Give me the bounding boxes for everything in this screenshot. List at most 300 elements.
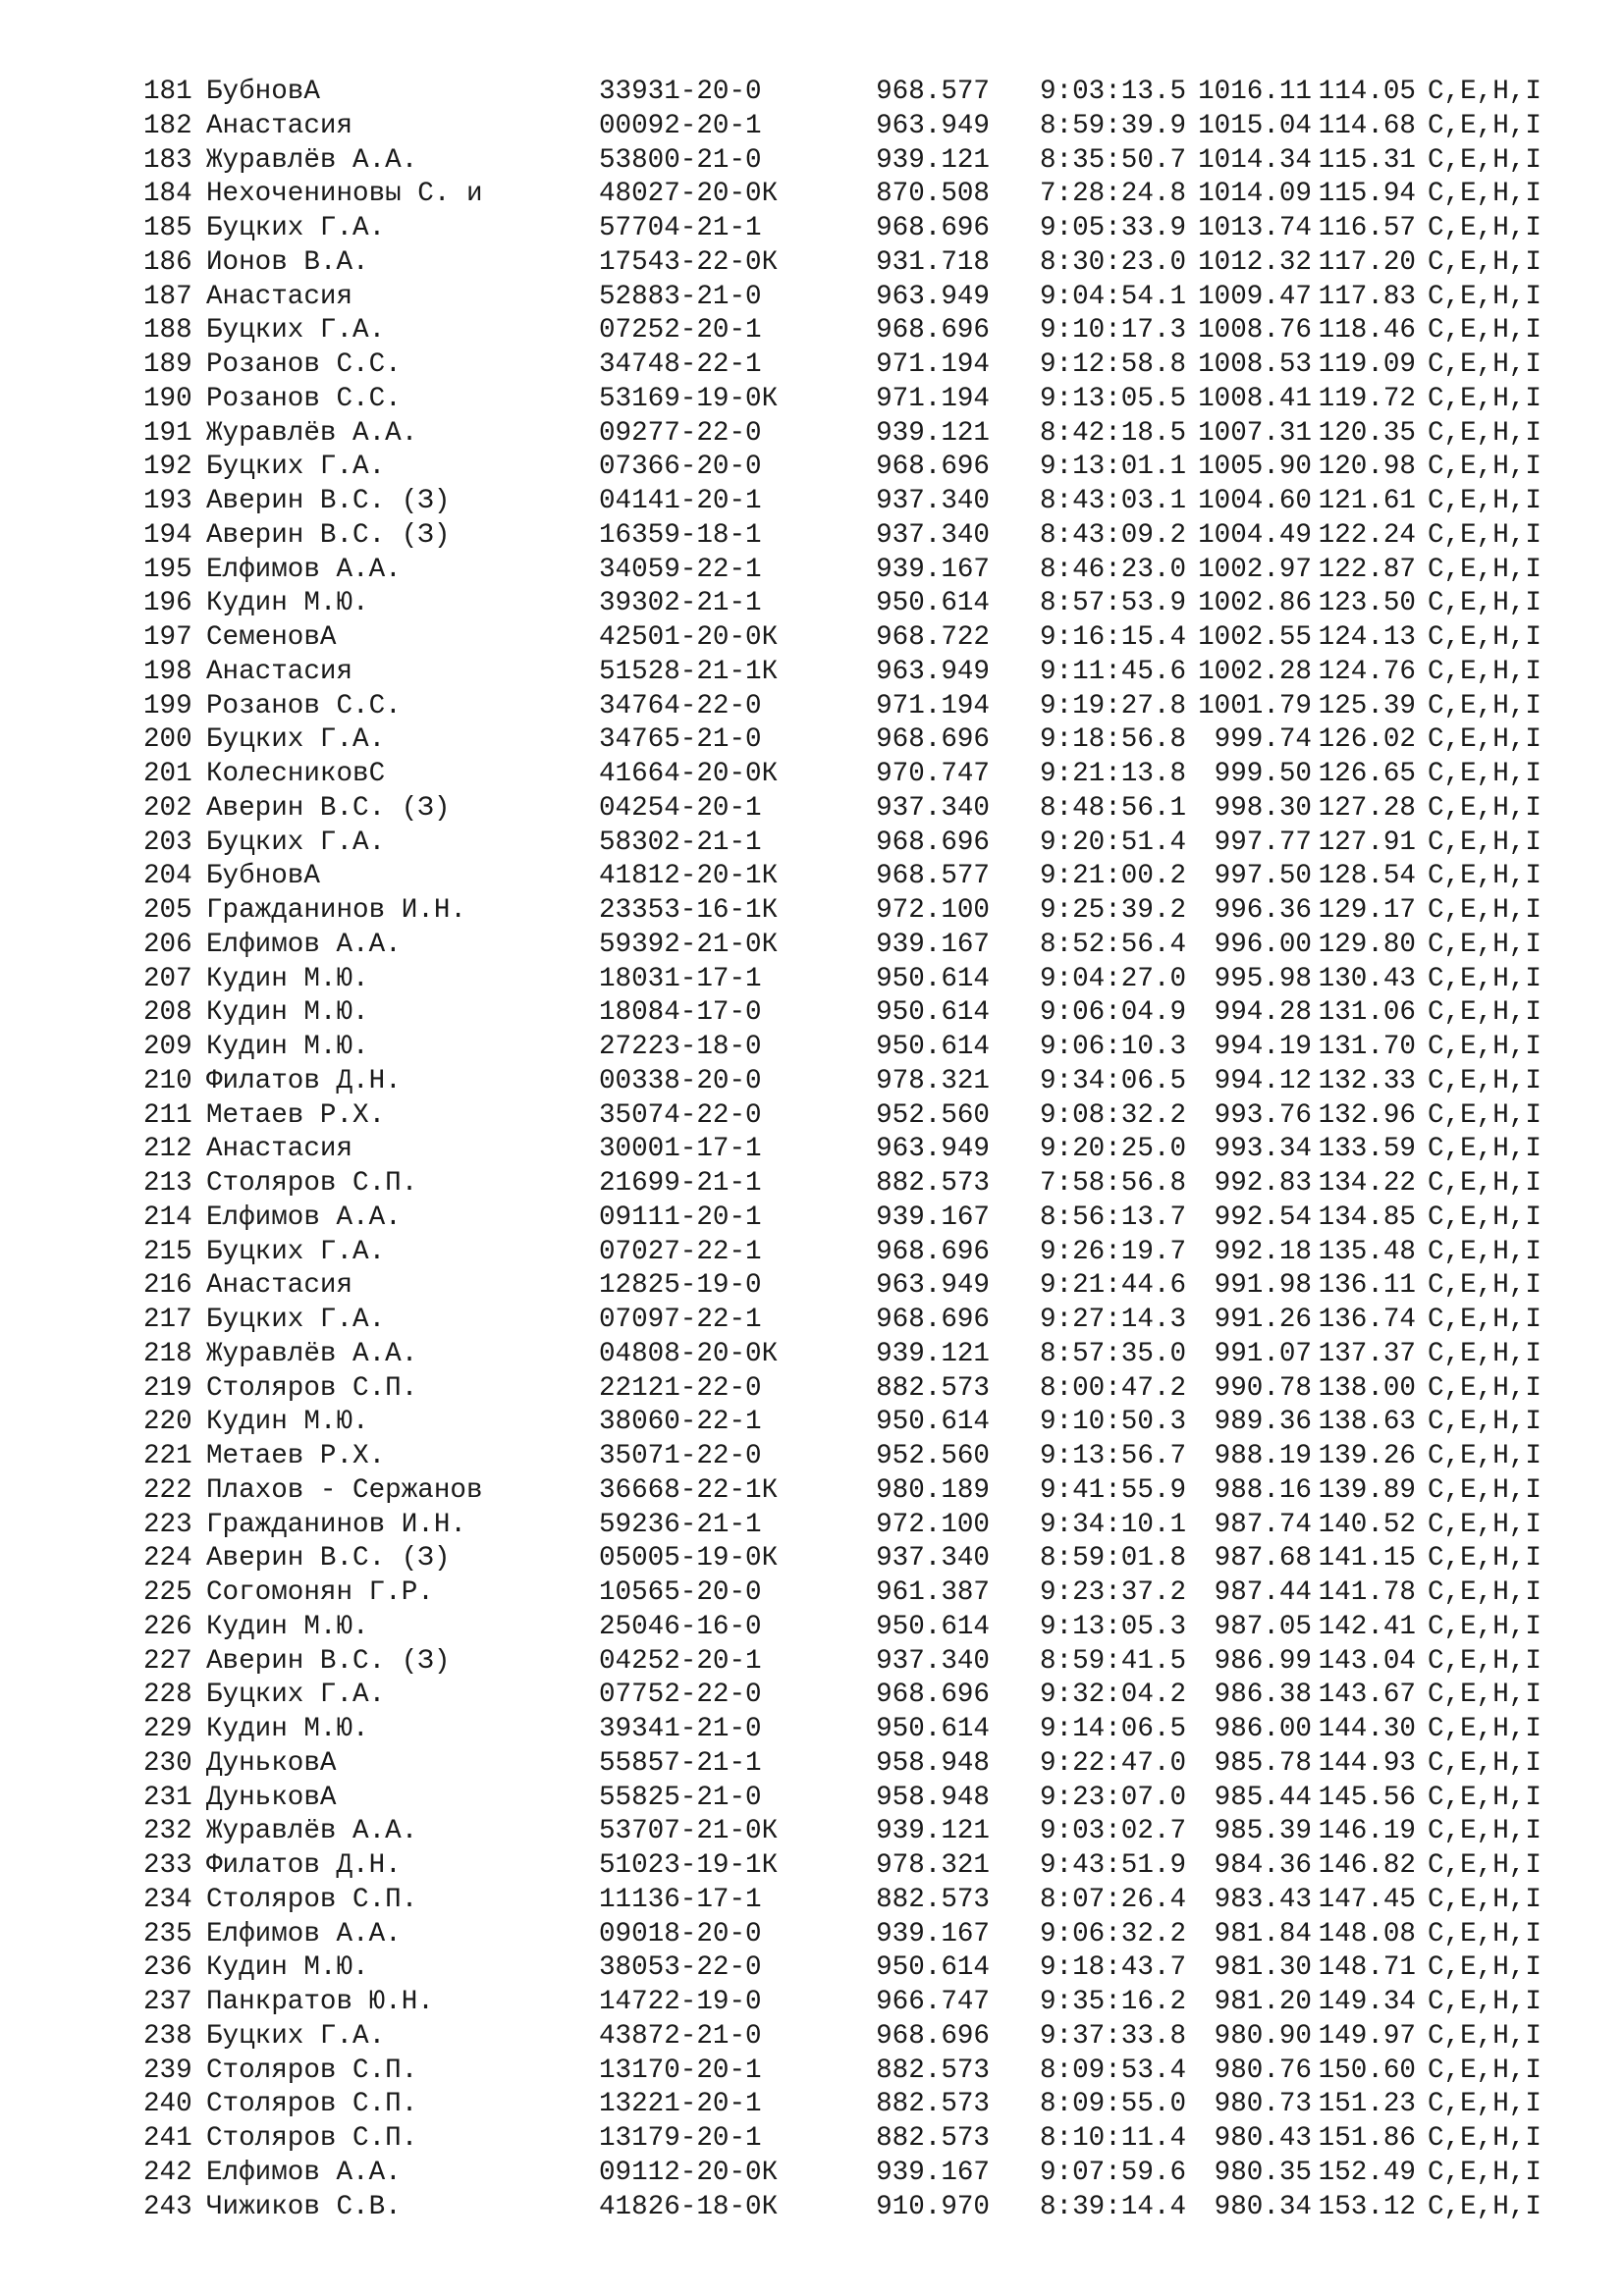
points: 126.65 (1318, 759, 1416, 789)
speed: 994.28 (1214, 997, 1312, 1029)
points: 122.87 (1318, 554, 1416, 585)
arrival-time: 8:43:09.2 (1039, 519, 1186, 551)
points: 150.60 (1318, 2055, 1416, 2086)
distance: 950.614 (876, 963, 990, 994)
owner-name: Согомонян Г.Р. (206, 1577, 434, 1608)
row-position: 209 (143, 1032, 192, 1062)
points: 134.22 (1318, 1168, 1416, 1199)
speed: 994.12 (1214, 1065, 1312, 1096)
table-row (143, 656, 1579, 690)
categories: C,E,H,I (1428, 2020, 1542, 2052)
points: 119.72 (1318, 383, 1416, 414)
distance: 963.949 (876, 1134, 990, 1165)
distance: 958.948 (876, 1782, 990, 1813)
points: 117.20 (1318, 246, 1416, 278)
speed: 996.00 (1214, 929, 1312, 960)
row-position: 183 (143, 144, 192, 176)
categories: C,E,H,I (1428, 1474, 1542, 1506)
row-position: 194 (143, 519, 192, 551)
categories: C,E,H,I (1428, 588, 1542, 619)
table-row (143, 860, 1579, 894)
ring-number: 34765-21-0 (599, 724, 762, 756)
speed: 991.26 (1214, 1305, 1312, 1335)
table-row (143, 1099, 1579, 1134)
owner-name: Метаев Р.Х. (206, 1099, 386, 1131)
ring-number: 41664-20-0К (599, 759, 779, 789)
points: 122.24 (1318, 519, 1416, 551)
row-position: 239 (143, 2055, 192, 2086)
owner-name: Буцких Г.А. (206, 827, 386, 858)
arrival-time: 9:14:06.5 (1039, 1714, 1186, 1744)
ring-number: 09111-20-1 (599, 1201, 762, 1233)
ring-number: 55857-21-1 (599, 1747, 762, 1779)
owner-name: Аверин В.С. (З) (206, 1543, 451, 1575)
speed: 994.19 (1214, 1032, 1312, 1062)
categories: C,E,H,I (1428, 1441, 1542, 1471)
distance: 939.167 (876, 1918, 990, 1949)
points: 148.08 (1318, 1918, 1416, 1949)
table-row (143, 485, 1579, 519)
ring-number: 30001-17-1 (599, 1134, 762, 1165)
ring-number: 38053-22-0 (599, 1952, 762, 1984)
arrival-time: 9:20:25.0 (1039, 1134, 1186, 1165)
ring-number: 34059-22-1 (599, 554, 762, 585)
speed: 986.38 (1214, 1680, 1312, 1711)
categories: C,E,H,I (1428, 929, 1542, 960)
points: 126.02 (1318, 724, 1416, 756)
points: 151.86 (1318, 2123, 1416, 2154)
arrival-time: 9:13:05.3 (1039, 1611, 1186, 1642)
arrival-time: 9:04:54.1 (1039, 281, 1186, 312)
table-row (143, 690, 1579, 724)
arrival-time: 9:34:06.5 (1039, 1065, 1186, 1096)
table-row (143, 929, 1579, 963)
distance: 931.718 (876, 246, 990, 278)
distance: 882.573 (876, 2055, 990, 2086)
points: 114.68 (1318, 110, 1416, 141)
points: 115.31 (1318, 144, 1416, 176)
speed: 1005.90 (1198, 452, 1312, 483)
ring-number: 51023-19-1К (599, 1850, 779, 1881)
row-position: 237 (143, 1987, 192, 2017)
categories: C,E,H,I (1428, 110, 1542, 141)
arrival-time: 9:07:59.6 (1039, 2157, 1186, 2188)
categories: C,E,H,I (1428, 1338, 1542, 1369)
ring-number: 25046-16-0 (599, 1611, 762, 1642)
ring-number: 23353-16-1К (599, 895, 779, 926)
speed: 1012.32 (1198, 246, 1312, 278)
row-position: 191 (143, 417, 192, 449)
speed: 991.07 (1214, 1338, 1312, 1369)
table-row (143, 1747, 1579, 1782)
ring-number: 12825-19-0 (599, 1270, 762, 1302)
row-position: 220 (143, 1407, 192, 1438)
categories: C,E,H,I (1428, 759, 1542, 789)
ring-number: 53707-21-0К (599, 1816, 779, 1847)
distance: 937.340 (876, 1645, 990, 1677)
owner-name: Столяров С.П. (206, 2089, 418, 2120)
table-row (143, 1338, 1579, 1372)
row-position: 218 (143, 1338, 192, 1369)
owner-name: Ионов В.А. (206, 246, 369, 278)
owner-name: Буцких Г.А. (206, 1236, 386, 1267)
table-row (143, 1406, 1579, 1440)
distance: 970.747 (876, 759, 990, 789)
table-row (143, 1884, 1579, 1918)
speed: 980.76 (1214, 2055, 1312, 2086)
ring-number: 41812-20-1К (599, 861, 779, 892)
table-row (143, 621, 1579, 656)
categories: C,E,H,I (1428, 1065, 1542, 1096)
arrival-time: 9:22:47.0 (1039, 1747, 1186, 1779)
table-row (143, 212, 1579, 246)
distance: 910.970 (876, 2191, 990, 2222)
row-position: 204 (143, 861, 192, 892)
table-row (143, 1304, 1579, 1338)
categories: C,E,H,I (1428, 246, 1542, 278)
row-position: 241 (143, 2123, 192, 2154)
ring-number: 21699-21-1 (599, 1168, 762, 1199)
categories: C,E,H,I (1428, 1782, 1542, 1813)
speed: 1008.53 (1198, 349, 1312, 380)
table-row (143, 894, 1579, 929)
row-position: 211 (143, 1099, 192, 1131)
table-row (143, 1679, 1579, 1713)
distance: 972.100 (876, 895, 990, 926)
points: 152.49 (1318, 2157, 1416, 2188)
table-row (143, 1713, 1579, 1747)
owner-name: Елфимов А.А. (206, 1918, 402, 1949)
speed: 987.68 (1214, 1543, 1312, 1575)
categories: C,E,H,I (1428, 1611, 1542, 1642)
distance: 882.573 (876, 1372, 990, 1404)
distance: 968.696 (876, 315, 990, 347)
points: 148.71 (1318, 1952, 1416, 1984)
owner-name: СеменовА (206, 622, 337, 653)
ring-number: 13221-20-1 (599, 2089, 762, 2120)
arrival-time: 9:41:55.9 (1039, 1474, 1186, 1506)
arrival-time: 8:07:26.4 (1039, 1884, 1186, 1915)
row-position: 216 (143, 1270, 192, 1302)
ring-number: 16359-18-1 (599, 519, 762, 551)
points: 129.80 (1318, 929, 1416, 960)
arrival-time: 8:52:56.4 (1039, 929, 1186, 960)
row-position: 217 (143, 1305, 192, 1335)
row-position: 185 (143, 213, 192, 243)
owner-name: Кудин М.Ю. (206, 1407, 369, 1438)
arrival-time: 9:21:44.6 (1039, 1270, 1186, 1302)
row-position: 201 (143, 759, 192, 789)
categories: C,E,H,I (1428, 1134, 1542, 1165)
points: 146.19 (1318, 1816, 1416, 1847)
row-position: 182 (143, 110, 192, 141)
categories: C,E,H,I (1428, 144, 1542, 176)
arrival-time: 9:06:32.2 (1039, 1918, 1186, 1949)
distance: 963.949 (876, 1270, 990, 1302)
row-position: 222 (143, 1474, 192, 1506)
owner-name: Анастасия (206, 281, 353, 312)
row-position: 214 (143, 1201, 192, 1233)
ring-number: 05005-19-0К (599, 1543, 779, 1575)
speed: 1009.47 (1198, 281, 1312, 312)
table-row (143, 587, 1579, 621)
ring-number: 51528-21-1К (599, 656, 779, 687)
table-row (143, 2157, 1579, 2191)
ring-number: 07366-20-0 (599, 452, 762, 483)
categories: C,E,H,I (1428, 1645, 1542, 1677)
speed: 1016.11 (1198, 77, 1312, 107)
owner-name: Столяров С.П. (206, 1372, 418, 1404)
ring-number: 09018-20-0 (599, 1918, 762, 1949)
points: 151.23 (1318, 2089, 1416, 2120)
ring-number: 41826-18-0К (599, 2191, 779, 2222)
arrival-time: 9:35:16.2 (1039, 1987, 1186, 2017)
ring-number: 09112-20-0К (599, 2157, 779, 2188)
row-position: 181 (143, 77, 192, 107)
distance: 972.100 (876, 1509, 990, 1540)
table-row (143, 144, 1579, 179)
arrival-time: 9:19:27.8 (1039, 690, 1186, 721)
arrival-time: 9:06:04.9 (1039, 997, 1186, 1029)
categories: C,E,H,I (1428, 179, 1542, 210)
ring-number: 22121-22-0 (599, 1372, 762, 1404)
points: 125.39 (1318, 690, 1416, 721)
arrival-time: 8:46:23.0 (1039, 554, 1186, 585)
categories: C,E,H,I (1428, 1543, 1542, 1575)
ring-number: 55825-21-0 (599, 1782, 762, 1813)
owner-name: Буцких Г.А. (206, 1305, 386, 1335)
ring-number: 17543-22-0К (599, 246, 779, 278)
categories: C,E,H,I (1428, 1236, 1542, 1267)
speed: 991.98 (1214, 1270, 1312, 1302)
distance: 937.340 (876, 486, 990, 516)
table-row (143, 1269, 1579, 1304)
table-row (143, 519, 1579, 554)
points: 147.45 (1318, 1884, 1416, 1915)
row-position: 207 (143, 963, 192, 994)
categories: C,E,H,I (1428, 1816, 1542, 1847)
row-position: 206 (143, 929, 192, 960)
distance: 963.949 (876, 656, 990, 687)
owner-name: БубновА (206, 77, 320, 107)
row-position: 208 (143, 997, 192, 1029)
arrival-time: 8:30:23.0 (1039, 246, 1186, 278)
speed: 980.43 (1214, 2123, 1312, 2154)
table-row (143, 1167, 1579, 1201)
speed: 989.36 (1214, 1407, 1312, 1438)
arrival-time: 7:28:24.8 (1039, 179, 1186, 210)
speed: 998.30 (1214, 792, 1312, 824)
arrival-time: 9:43:51.9 (1039, 1850, 1186, 1881)
ring-number: 10565-20-0 (599, 1577, 762, 1608)
row-position: 213 (143, 1168, 192, 1199)
distance: 950.614 (876, 1032, 990, 1062)
table-row (143, 996, 1579, 1031)
points: 115.94 (1318, 179, 1416, 210)
arrival-time: 8:09:53.4 (1039, 2055, 1186, 2086)
speed: 1013.74 (1198, 213, 1312, 243)
points: 143.04 (1318, 1645, 1416, 1677)
points: 132.33 (1318, 1065, 1416, 1096)
points: 128.54 (1318, 861, 1416, 892)
speed: 1014.09 (1198, 179, 1312, 210)
points: 134.85 (1318, 1201, 1416, 1233)
speed: 1008.76 (1198, 315, 1312, 347)
speed: 1008.41 (1198, 383, 1312, 414)
table-row (143, 314, 1579, 348)
arrival-time: 9:34:10.1 (1039, 1509, 1186, 1540)
table-row (143, 2020, 1579, 2055)
owner-name: Кудин М.Ю. (206, 1952, 369, 1984)
owner-name: Кудин М.Ю. (206, 1032, 369, 1062)
arrival-time: 9:27:14.3 (1039, 1305, 1186, 1335)
row-position: 229 (143, 1714, 192, 1744)
ring-number: 36668-22-1К (599, 1474, 779, 1506)
owner-name: Метаев Р.Х. (206, 1441, 386, 1471)
owner-name: Буцких Г.А. (206, 213, 386, 243)
distance: 958.948 (876, 1747, 990, 1779)
arrival-time: 8:48:56.1 (1039, 792, 1186, 824)
row-position: 196 (143, 588, 192, 619)
ring-number: 00338-20-0 (599, 1065, 762, 1096)
row-position: 187 (143, 281, 192, 312)
arrival-time: 9:10:17.3 (1039, 315, 1186, 347)
speed: 1002.28 (1198, 656, 1312, 687)
row-position: 228 (143, 1680, 192, 1711)
speed: 990.78 (1214, 1372, 1312, 1404)
points: 114.05 (1318, 77, 1416, 107)
row-position: 199 (143, 690, 192, 721)
row-position: 210 (143, 1065, 192, 1096)
categories: C,E,H,I (1428, 1952, 1542, 1984)
distance: 952.560 (876, 1441, 990, 1471)
categories: C,E,H,I (1428, 895, 1542, 926)
points: 144.93 (1318, 1747, 1416, 1779)
table-row (143, 451, 1579, 485)
points: 120.98 (1318, 452, 1416, 483)
owner-name: Елфимов А.А. (206, 554, 402, 585)
arrival-time: 9:16:15.4 (1039, 622, 1186, 653)
distance: 963.949 (876, 281, 990, 312)
owner-name: ДуньковА (206, 1747, 337, 1779)
table-row (143, 1782, 1579, 1816)
distance: 966.747 (876, 1987, 990, 2017)
ring-number: 42501-20-0К (599, 622, 779, 653)
owner-name: Аверин В.С. (З) (206, 1645, 451, 1677)
arrival-time: 9:26:19.7 (1039, 1236, 1186, 1267)
row-position: 200 (143, 724, 192, 756)
row-position: 190 (143, 383, 192, 414)
row-position: 197 (143, 622, 192, 653)
points: 143.67 (1318, 1680, 1416, 1711)
distance: 937.340 (876, 519, 990, 551)
table-row (143, 963, 1579, 997)
arrival-time: 9:18:56.8 (1039, 724, 1186, 756)
ring-number: 35071-22-0 (599, 1441, 762, 1471)
distance: 968.722 (876, 622, 990, 653)
arrival-time: 9:37:33.8 (1039, 2020, 1186, 2052)
speed: 997.50 (1214, 861, 1312, 892)
categories: C,E,H,I (1428, 213, 1542, 243)
distance: 968.696 (876, 1236, 990, 1267)
ring-number: 53800-21-0 (599, 144, 762, 176)
points: 131.06 (1318, 997, 1416, 1029)
categories: C,E,H,I (1428, 1168, 1542, 1199)
owner-name: ДуньковА (206, 1782, 337, 1813)
owner-name: Розанов С.С. (206, 383, 402, 414)
row-position: 221 (143, 1441, 192, 1471)
owner-name: Буцких Г.А. (206, 315, 386, 347)
arrival-time: 9:13:56.7 (1039, 1441, 1186, 1471)
table-row (143, 1951, 1579, 1986)
speed: 1004.49 (1198, 519, 1312, 551)
speed: 981.20 (1214, 1987, 1312, 2017)
table-row (143, 1201, 1579, 1236)
arrival-time: 8:57:35.0 (1039, 1338, 1186, 1369)
speed: 997.77 (1214, 827, 1312, 858)
row-position: 205 (143, 895, 192, 926)
owner-name: Кудин М.Ю. (206, 588, 369, 619)
points: 149.34 (1318, 1987, 1416, 2017)
ring-number: 07252-20-1 (599, 315, 762, 347)
table-row (143, 1645, 1579, 1680)
categories: C,E,H,I (1428, 417, 1542, 449)
speed: 986.99 (1214, 1645, 1312, 1677)
ring-number: 34748-22-1 (599, 349, 762, 380)
ring-number: 59392-21-0К (599, 929, 779, 960)
speed: 985.78 (1214, 1747, 1312, 1779)
distance: 980.189 (876, 1474, 990, 1506)
table-row (143, 792, 1579, 827)
arrival-time: 7:58:56.8 (1039, 1168, 1186, 1199)
categories: C,E,H,I (1428, 1884, 1542, 1915)
categories: C,E,H,I (1428, 383, 1542, 414)
points: 117.83 (1318, 281, 1416, 312)
distance: 950.614 (876, 1407, 990, 1438)
row-position: 234 (143, 1884, 192, 1915)
categories: C,E,H,I (1428, 724, 1542, 756)
categories: C,E,H,I (1428, 349, 1542, 380)
owner-name: Буцких Г.А. (206, 1680, 386, 1711)
arrival-time: 9:04:27.0 (1039, 963, 1186, 994)
categories: C,E,H,I (1428, 861, 1542, 892)
ring-number: 33931-20-0 (599, 77, 762, 107)
speed: 987.44 (1214, 1577, 1312, 1608)
points: 140.52 (1318, 1509, 1416, 1540)
distance: 937.340 (876, 792, 990, 824)
speed: 1002.55 (1198, 622, 1312, 653)
categories: C,E,H,I (1428, 519, 1542, 551)
categories: C,E,H,I (1428, 2157, 1542, 2188)
speed: 992.83 (1214, 1168, 1312, 1199)
owner-name: Журавлёв А.А. (206, 144, 418, 176)
speed: 1015.04 (1198, 110, 1312, 141)
owner-name: Филатов Д.Н. (206, 1850, 402, 1881)
table-row (143, 2055, 1579, 2089)
owner-name: Анастасия (206, 110, 353, 141)
row-position: 231 (143, 1782, 192, 1813)
arrival-time: 9:20:51.4 (1039, 827, 1186, 858)
table-row (143, 1133, 1579, 1167)
owner-name: Кудин М.Ю. (206, 1714, 369, 1744)
ring-number: 43872-21-0 (599, 2020, 762, 2052)
categories: C,E,H,I (1428, 452, 1542, 483)
row-position: 195 (143, 554, 192, 585)
ring-number: 48027-20-0К (599, 179, 779, 210)
categories: C,E,H,I (1428, 963, 1542, 994)
speed: 999.50 (1214, 759, 1312, 789)
speed: 984.36 (1214, 1850, 1312, 1881)
